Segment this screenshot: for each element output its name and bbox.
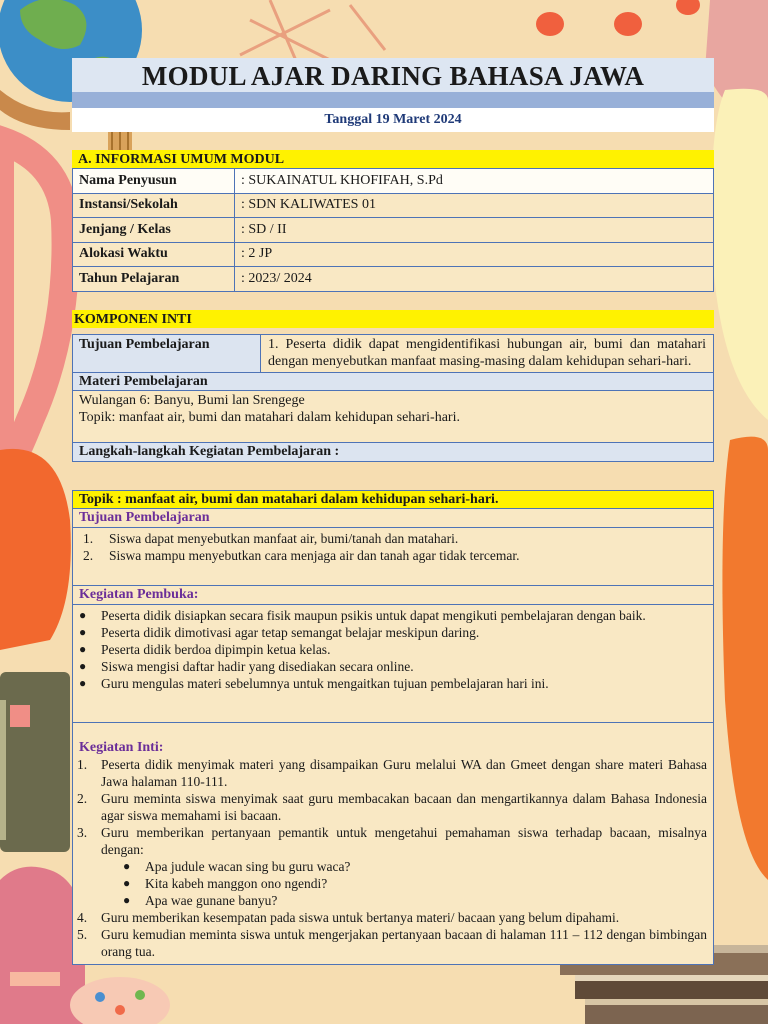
info-label: Instansi/Sekolah [73, 193, 235, 218]
materi-line: Wulangan 6: Banyu, Bumi lan Srengege [79, 392, 305, 408]
tujuan-row [73, 335, 713, 373]
list-item: 1. Siswa dapat menyebutkan manfaat air, bumi/tanah dan matahari. [83, 530, 459, 546]
info-value: : SD / II [235, 218, 714, 243]
list-item: ● Apa judule wacan sing bu guru waca? [123, 858, 351, 874]
module-title: MODUL AJAR DARING BAHASA JAWA [72, 58, 714, 92]
topic-heading: Topik : manfaat air, bumi dan matahari dalam kehidupan sehari-hari. [73, 491, 713, 509]
list-item: ● Peserta didik disiapkan secara fisik maupun psikis untuk dapat mengikuti pembelajaran dengan baik. [79, 607, 646, 623]
table-row [73, 242, 714, 267]
list-item: 5. Guru kemudian meminta siswa untuk mengerjakan pertanyaan bacaan di halaman 111 – 112 dengan bimbingan orang tua. [77, 926, 707, 959]
informasi-umum-table [72, 168, 714, 292]
table-row [73, 218, 714, 243]
info-label: Jenjang / Kelas [73, 218, 235, 243]
kegiatan-box [72, 490, 714, 965]
inti-block [73, 756, 713, 964]
pembuka-block [73, 605, 713, 723]
title-stripe [72, 92, 714, 108]
langkah-label: Langkah-langkah Kegiatan Pembelajaran : [73, 443, 713, 461]
tujuan-label: Tujuan Pembelajaran [73, 335, 261, 372]
info-label: Tahun Pelajaran [73, 267, 235, 292]
materi-body [73, 391, 713, 443]
list-item: 2. Guru meminta siswa menyimak saat guru membacakan bacaan dan mengartikannya dalam Bahasa Indonesia agar siswa memahami isi bacaan. [77, 790, 707, 823]
table-row [73, 267, 714, 292]
list-item: 4. Guru memberikan kesempatan pada siswa untuk bertanya materi/ bacaan yang belum dipahami. [77, 909, 620, 925]
list-item: 2. Siswa mampu menyebutkan cara menjaga air dan tanah agar tidak tercemar. [83, 547, 520, 563]
list-item: ● Kita kabeh manggon ono ngendi? [123, 875, 328, 891]
info-value: : SUKAINATUL KHOFIFAH, S.Pd [235, 169, 714, 194]
bullet-icon: ● [79, 641, 87, 656]
bullet-icon: ● [79, 607, 87, 622]
bullet-icon: ● [79, 624, 87, 639]
list-item: ● Siswa mengisi daftar hadir yang disediakan secara online. [79, 658, 414, 674]
list-item: ● Peserta didik dimotivasi agar tetap semangat belajar meskipun daring. [79, 624, 480, 640]
materi-label: Materi Pembelajaran [73, 373, 713, 391]
bullet-icon: ● [123, 858, 131, 873]
list-item: 3. Guru memberikan pertanyaan pemantik untuk mengetahui pemahaman siswa terhadap bacaan, misalnya dengan: [77, 824, 707, 857]
module-document [72, 58, 714, 965]
bullet-icon: ● [79, 658, 87, 673]
table-row [73, 193, 714, 218]
module-date: Tanggal 19 Maret 2024 [72, 108, 714, 132]
list-item: ● Guru mengulas materi sebelumnya untuk mengaitkan tujuan pembelajaran hari ini. [79, 675, 549, 691]
materi-line: Topik: manfaat air, bumi dan matahari dalam kehidupan sehari-hari. [79, 409, 460, 425]
info-value: : 2 JP [235, 242, 714, 267]
info-label: Alokasi Waktu [73, 242, 235, 267]
kegiatan-inti-title: Kegiatan Inti: [79, 739, 164, 755]
info-label: Nama Penyusun [73, 169, 235, 194]
tujuan-pembelajaran-title: Tujuan Pembelajaran [73, 509, 713, 528]
tujuan-text: 1. Peserta didik dapat mengidentifikasi hubungan air, bumi dan matahari dengan menyebutkan manfaat masing-masing dalam kehidupan sehari-hari. [268, 336, 706, 369]
komponen-inti-heading: KOMPONEN INTI [72, 310, 714, 328]
list-item: ● Peserta didik berdoa dipimpin ketua kelas. [79, 641, 331, 657]
bullet-icon: ● [123, 875, 131, 890]
info-value: : 2023/ 2024 [235, 267, 714, 292]
kegiatan-pembuka-title: Kegiatan Pembuka: [73, 586, 713, 605]
bullet-icon: ● [79, 675, 87, 690]
list-item: ● Apa wae gunane banyu? [123, 892, 278, 908]
informasi-umum-heading: A. INFORMASI UMUM MODUL [72, 150, 714, 168]
list-item: 1. Peserta didik menyimak materi yang disampaikan Guru melalui WA dan Gmeet dengan share materi Bahasa Jawa halaman 110-111. [77, 756, 707, 789]
table-row [73, 169, 714, 194]
bullet-icon: ● [123, 892, 131, 907]
spacer [73, 723, 713, 739]
komponen-inti-box [72, 334, 714, 462]
info-value: : SDN KALIWATES 01 [235, 193, 714, 218]
tujuan-block [73, 528, 713, 586]
